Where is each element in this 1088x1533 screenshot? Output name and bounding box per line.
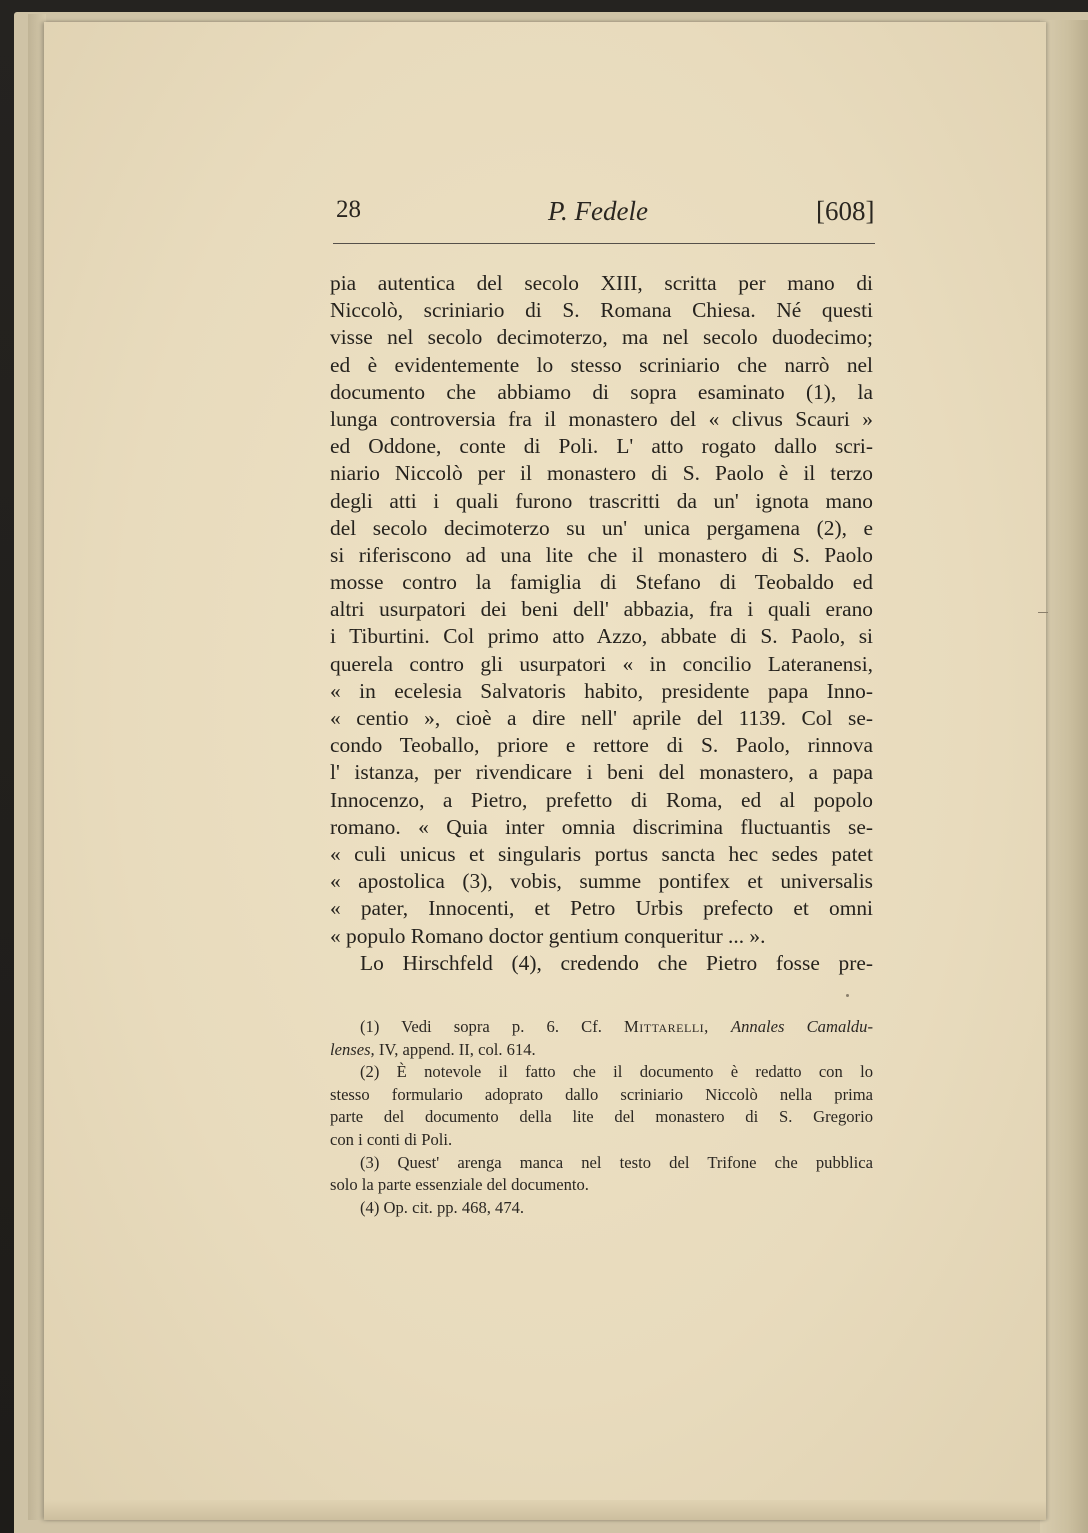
text-line: Niccolò, scriniario di S. Romana Chiesa. Né questi <box>330 298 873 323</box>
text-line: « centio », cioè a dire nell' aprile del 1139. Col se- <box>330 706 873 730</box>
text-line: ed Oddone, conte di Poli. L' atto rogato dallo scri- <box>330 434 873 459</box>
text-line: visse nel secolo decimoterzo, ma nel secolo duodecimo; <box>330 325 873 350</box>
page-bottom-edge <box>44 1500 1046 1520</box>
text-line: documento che abbiamo di sopra esaminato (1), la <box>330 379 873 404</box>
page-number: 28 <box>336 196 361 223</box>
running-head-page: [608] <box>816 196 875 226</box>
text-line: l' istanza, per rivendicare i beni del monastero, a papa <box>330 760 873 785</box>
footnote-1-cont <box>330 1039 873 1062</box>
text-line: altri usurpatori dei beni dell' abbazia, fra i quali erano <box>330 597 873 622</box>
footnote-1-ref: IV, append. II, col. 614. <box>378 1039 536 1059</box>
footnote-1-title: Annales Camaldu- <box>730 1017 873 1036</box>
header-rule <box>333 243 875 244</box>
text-line: degli atti i quali furono trascritti da un' ignota mano <box>330 488 873 513</box>
text-line: « pater, Innocenti, et Petro Urbis prefecto et omni <box>330 896 873 921</box>
text-line: Innocenzo, a Pietro, prefetto di Roma, ed al popolo <box>330 787 873 812</box>
text-line: « apostolica (3), vobis, summe pontifex et universalis <box>330 869 873 894</box>
text-line: del secolo decimoterzo su un' unica pergamena (2), e <box>330 515 873 540</box>
footnotes <box>330 1016 873 1219</box>
text-line: Lo Hirschfeld (4), credendo che Pietro fosse pre- <box>360 950 873 975</box>
footnote-3-line: solo la parte essenziale del documento. <box>330 1175 589 1195</box>
footnote-1-title-cont: lenses, <box>330 1039 375 1059</box>
text-line: querela contro gli usurpatori « in concilio Lateranensi, <box>330 651 873 676</box>
text-line: « culi unicus et singularis portus sancta hec sedes patet <box>330 841 873 866</box>
back-page-edge <box>1040 20 1088 1533</box>
paper-speck <box>846 994 849 997</box>
footnote-2-line: stesso formulario adoprato dallo scriniario Niccolò nella prima <box>330 1084 873 1104</box>
paper-mark <box>1038 612 1048 613</box>
text-line: pia autentica del secolo XIII, scritta per mano di <box>330 271 873 295</box>
text-line: niario Niccolò per il monastero di S. Paolo è il terzo <box>330 461 873 486</box>
text-line: ed è evidentemente lo stesso scriniario che narrò nel <box>330 352 873 377</box>
footnote-1-text: (1) Vedi sopra p. 6. Cf. <box>360 1017 602 1036</box>
footnote-1-author: Mittarelli, <box>624 1017 709 1036</box>
text-line: « in ecelesia Salvatoris habito, presidente papa Inno- <box>330 678 873 703</box>
text-line: romano. « Quia inter omnia discrimina fluctuantis se- <box>330 814 873 839</box>
footnote-2: (2) È notevole il fatto che il documento è redatto con lo <box>360 1062 873 1082</box>
footnote-2-line: con i conti di Poli. <box>330 1129 453 1149</box>
footnote-4: (4) Op. cit. pp. 468, 474. <box>360 1197 525 1217</box>
text-line: si riferiscono ad una lite che il monastero di S. Paolo <box>330 542 873 567</box>
running-head-author: P. Fedele <box>548 196 648 226</box>
text-line: « populo Romano doctor gentium conqueritur ... ». <box>330 923 766 948</box>
text-line: i Tiburtini. Col primo atto Azzo, abbate di S. Paolo, si <box>330 624 873 649</box>
text-line: mosse contro la famiglia di Stefano di Teobaldo ed <box>330 570 873 595</box>
text-line: condo Teoballo, priore e rettore di S. Paolo, rinnova <box>330 733 873 758</box>
main-text <box>330 270 873 977</box>
footnote-2-line: parte del documento della lite del monastero di S. Gregorio <box>330 1107 873 1127</box>
footnote-1 <box>330 1016 873 1039</box>
text-line: lunga controversia fra il monastero del « clivus Scauri » <box>330 406 873 431</box>
footnote-3: (3) Quest' arenga manca nel testo del Trifone che pubblica <box>360 1152 873 1172</box>
